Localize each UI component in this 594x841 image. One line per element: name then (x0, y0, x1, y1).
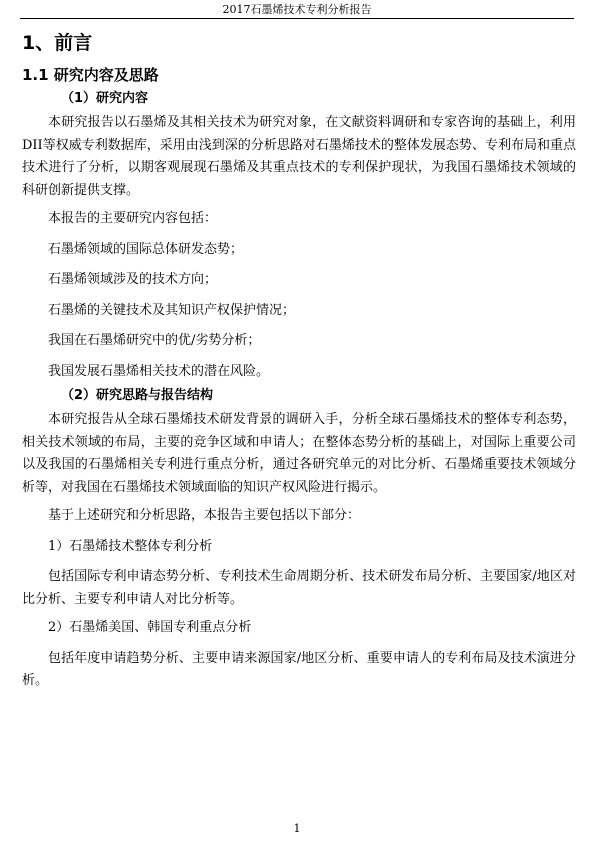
running-header: 2017石墨烯技术专利分析报告 (20, 2, 574, 19)
part2-sub2-text: 包括年度申请趋势分析、主要申请来源国家/地区分析、重要申请人的专利布局及技术演进分析。 (22, 650, 576, 688)
page-number: 1 (293, 822, 301, 835)
part2-para2: 基于上述研究和分析思路，本报告主要包括以下部分： (48, 508, 361, 523)
part2-sub1-title: 1）石墨烯技术整体专利分析 (48, 538, 213, 554)
part1-heading: （1）研究内容 (61, 91, 149, 106)
list-item: 石墨烯的关键技术及其知识产权保护情况； (48, 302, 296, 318)
part1-intro: 本研究报告以石墨烯及其相关技术为研究对象，在文献资料调研和专家咨询的基础上，利用DII等权威专利数据库，采用由浅到深的分析思路对石墨烯技术的整体发展态势、专利布局和重点技术进行了分析，以期客观展现石墨烯及其重点技术的专利保护现状，为我国石墨烯技术领域的科研创新提供支撑。 (22, 115, 576, 198)
part2-para1: 本研究报告从全球石墨烯技术研发背景的调研入手，分析全球石墨烯技术的整体专利态势，相关技术领域的布局，主要的竞争区域和申请人；在整体态势分析的基础上，对国际上重要公司以及我国的石墨烯相关专利进行重点分析，通过各研究单元的对比分析、石墨烯重要技术领域分析等，对我国在石墨烯技术领域面临的知识产权风险进行揭示。 (22, 412, 576, 495)
part2-heading: （2）研究思路与报告结构 (61, 388, 214, 403)
list-item: 我国发展石墨烯相关技术的潜在风险。 (48, 363, 270, 379)
list-item: 石墨烯领域的国际总体研发态势； (48, 241, 244, 257)
page-content (22, 30, 576, 699)
part1-lead: 本报告的主要研究内容包括： (48, 211, 218, 226)
section-title: 1、前言 (22, 32, 93, 54)
part2-sub2-title: 2）石墨烯美国、韩国专利重点分析 (48, 620, 252, 635)
list-item: 石墨烯领域涉及的技术方向； (48, 272, 218, 287)
subsection-title: 1.1 研究内容及思路 (22, 66, 159, 84)
list-item: 我国在石墨烯研究中的优/劣势分析； (48, 333, 261, 348)
part2-sub1-text: 包括国际专利申请态势分析、专利技术生命周期分析、技术研发布局分析、主要国家/地区对比分析、主要专利申请人对比分析等。 (22, 569, 576, 607)
